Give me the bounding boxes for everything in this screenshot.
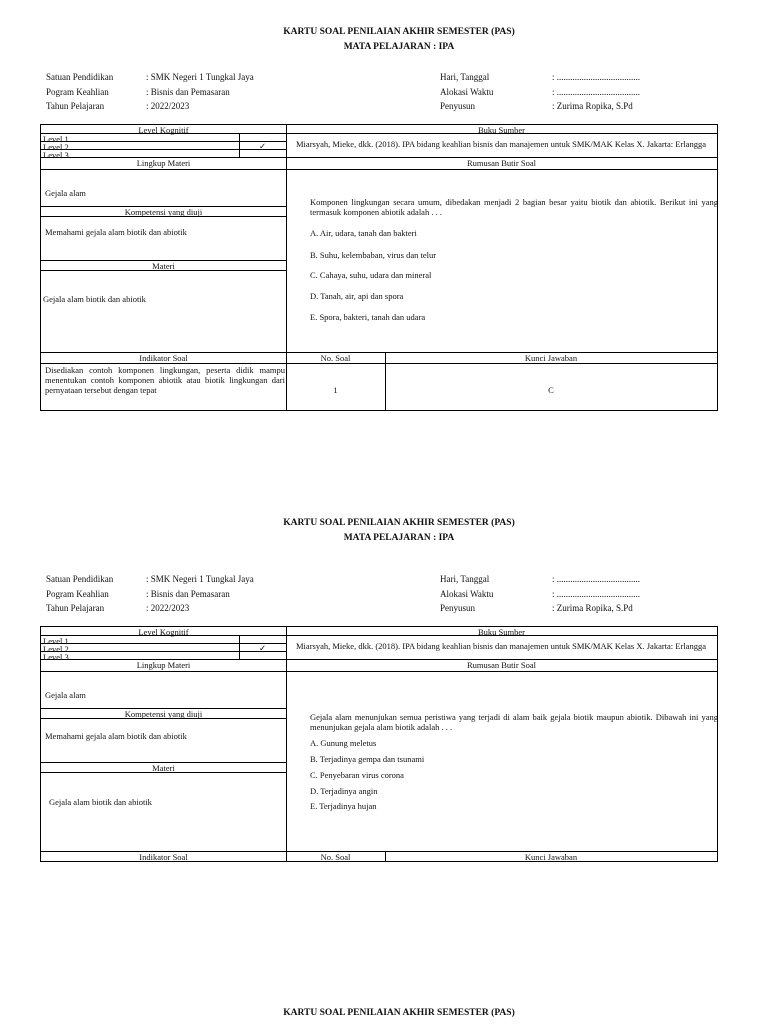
card-subtitle: MATA PELAJARAN : IPA <box>343 42 455 52</box>
level-kognitif-header: Level Kognitif <box>138 125 189 135</box>
option-e: E. Spora, bakteri, tanah dan udara <box>310 312 426 322</box>
question-grid <box>40 626 718 862</box>
info-value: : 2022/2023 <box>146 603 190 613</box>
info-value: : ..................................... <box>552 86 641 97</box>
no-soal: 1 <box>333 385 338 395</box>
info-label: Pogram Keahlian <box>46 588 109 599</box>
option-d: D. Terjadinya angin <box>310 786 378 796</box>
no-soal-header: No. Soal <box>320 353 351 363</box>
info-label: Tahun Pelajaran <box>46 603 105 613</box>
option-d: D. Tanah, air, api dan spora <box>310 291 404 301</box>
level-2: Level 2 <box>43 644 69 654</box>
indikator-header: Indikator Soal <box>139 852 188 862</box>
materi-header: Materi <box>152 261 175 271</box>
indikator-header: Indikator Soal <box>139 353 188 363</box>
option-e: E. Terjadinya hujan <box>310 801 377 811</box>
lingkup-materi: Gejala alam <box>45 690 86 700</box>
level-1: Level 1 <box>43 134 69 144</box>
card-title: KARTU SOAL PENILAIAN AKHIR SEMESTER (PAS) <box>283 518 515 528</box>
kompetensi: Memahami gejala alam biotik dan abiotik <box>45 227 187 237</box>
info-value: : ..................................... <box>552 588 641 599</box>
card-title: KARTU SOAL PENILAIAN AKHIR SEMESTER (PAS) <box>283 1008 515 1018</box>
option-a: A. Gunung meletus <box>310 738 377 748</box>
info-value: : ..................................... <box>552 72 641 82</box>
info-value: : Zurima Ropika, S.Pd <box>552 603 633 613</box>
level-1: Level 1 <box>43 636 69 646</box>
kompetensi-header: Kompetensi yang diuji <box>124 709 203 719</box>
info-left <box>46 70 254 114</box>
info-label: Hari, Tanggal <box>440 574 490 584</box>
info-value: : 2022/2023 <box>146 101 190 111</box>
option-a: A. Air, udara, tanah dan bakteri <box>310 228 417 238</box>
question-grid <box>40 124 718 411</box>
info-label: Satuan Pendidikan <box>46 574 114 584</box>
buku-sumber: Miarsyah, Mieke, dkk. (2018). IPA bidang keahlian bisnis dan manajemen untuk SMK/MAK Kelas X. Jakarta: Erlangga <box>296 641 706 651</box>
indikator-soal: Disediakan contoh komponen lingkungan, peserta didik mampu menentukan contoh komponen abiotik atau biotik lingkungan dari pernyataan tersebut dengan tepat <box>45 365 285 395</box>
lingkup-materi: Gejala alam <box>45 188 86 198</box>
level-check-icon: ✓ <box>259 643 267 653</box>
level-kognitif-header: Level Kognitif <box>138 627 189 637</box>
info-left <box>46 572 254 616</box>
info-label: Satuan Pendidikan <box>46 72 114 82</box>
option-c: C. Penyebaran virus corona <box>310 770 404 780</box>
materi-header: Materi <box>152 763 175 773</box>
level-3: Level 3 <box>43 150 69 160</box>
info-label: Pogram Keahlian <box>46 86 109 97</box>
rumusan-header: Rumusan Butir Soal <box>467 158 536 168</box>
info-value: : SMK Negeri 1 Tungkal Jaya <box>146 72 254 82</box>
option-b: B. Suhu, kelembaban, virus dan telur <box>310 250 437 260</box>
info-value: : ..................................... <box>552 574 641 584</box>
info-label: Alokasi Waktu <box>440 588 494 599</box>
materi: Gejala alam biotik dan abiotik <box>43 294 146 304</box>
lingkup-header: Lingkup Materi <box>136 660 191 670</box>
option-c: C. Cahaya, suhu, udara dan mineral <box>310 270 432 280</box>
buku-sumber: Miarsyah, Mieke, dkk. (2018). IPA bidang keahlian bisnis dan manajemen untuk SMK/MAK Kelas X. Jakarta: Erlangga <box>296 139 706 149</box>
info-label: Alokasi Waktu <box>440 86 494 97</box>
info-label: Penyusun <box>440 603 476 613</box>
info-label: Hari, Tanggal <box>440 72 490 82</box>
rumusan-header: Rumusan Butir Soal <box>467 660 536 670</box>
kunci-jawaban: C <box>548 385 554 395</box>
buku-sumber-header: Buku Sumber <box>478 125 525 135</box>
info-value: : SMK Negeri 1 Tungkal Jaya <box>146 574 254 584</box>
materi: Gejala alam biotik dan abiotik <box>49 797 152 807</box>
info-value: : Bisnis dan Pemasaran <box>146 588 230 599</box>
info-value: : Zurima Ropika, S.Pd <box>552 101 633 111</box>
kompetensi-header: Kompetensi yang diuji <box>124 207 203 217</box>
lingkup-header: Lingkup Materi <box>136 158 191 168</box>
option-b: B. Terjadinya gempa dan tsunami <box>310 754 425 764</box>
info-right <box>440 70 640 114</box>
info-right <box>440 572 640 616</box>
no-soal-header: No. Soal <box>320 852 351 862</box>
buku-sumber-header: Buku Sumber <box>478 627 525 637</box>
card-subtitle: MATA PELAJARAN : IPA <box>343 533 455 543</box>
level-check-icon: ✓ <box>259 141 267 151</box>
info-label: Penyusun <box>440 101 476 111</box>
question-text: Komponen lingkungan secara umum, dibedakan menjadi 2 bagian besar yaitu biotik dan abiotik. Berikut ini yang termasuk komponen abiotik adalah . . . <box>310 197 718 217</box>
kompetensi: Memahami gejala alam biotik dan abiotik <box>45 731 187 741</box>
level-2: Level 2 <box>43 142 69 152</box>
kunci-header: Kunci Jawaban <box>524 353 578 363</box>
kunci-header: Kunci Jawaban <box>524 852 578 862</box>
info-value: : Bisnis dan Pemasaran <box>146 86 230 97</box>
question-text: Gejala alam menunjukan semua peristiwa yang terjadi di alam baik gejala biotik maupun abiotik. Dibawah ini yang menunjukan gejala alam biotik adalah . . . <box>310 712 718 732</box>
level-3: Level 3 <box>43 652 69 662</box>
card-title: KARTU SOAL PENILAIAN AKHIR SEMESTER (PAS) <box>283 27 515 37</box>
info-label: Tahun Pelajaran <box>46 101 105 111</box>
